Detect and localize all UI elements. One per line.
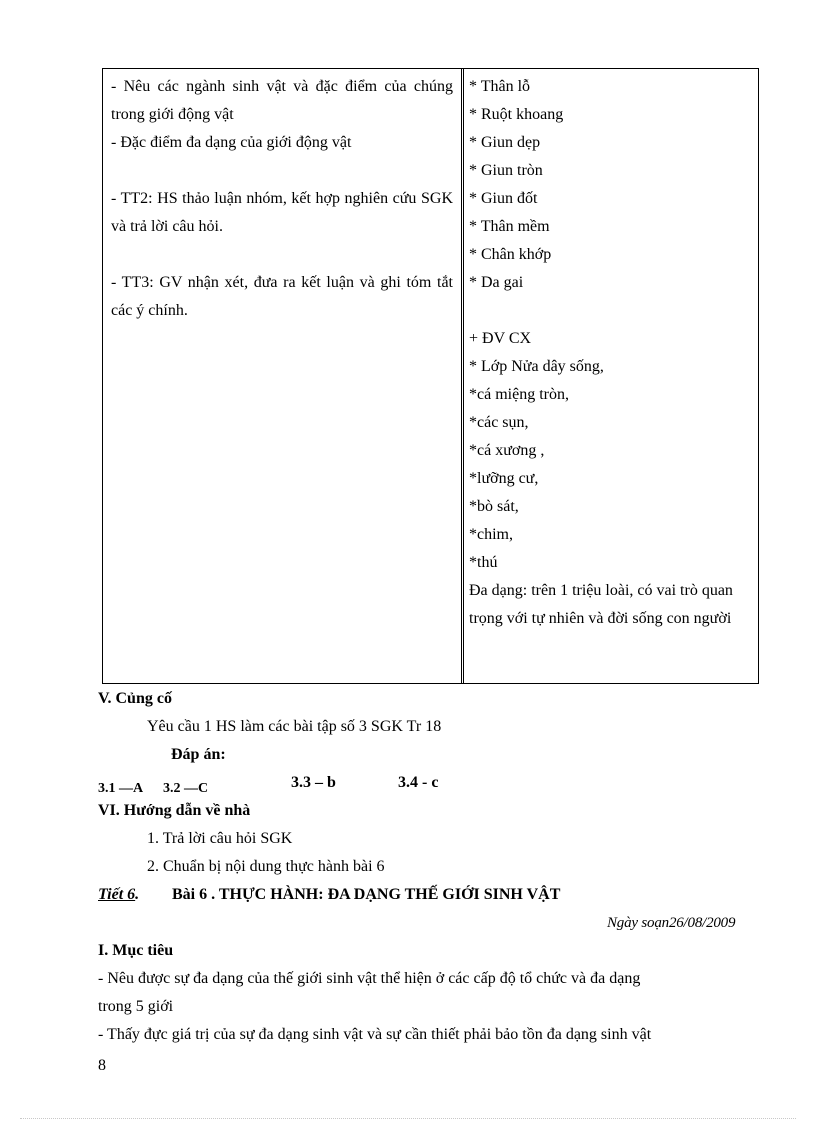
lesson-label-suffix: . — [135, 886, 140, 903]
answer-3-3: 3.3 – b — [291, 774, 336, 791]
blank-line — [111, 241, 453, 269]
blank-line — [111, 157, 453, 185]
column-divider — [461, 69, 464, 683]
objectives-heading: I. Mục tiêu — [98, 942, 174, 959]
right-line: *chim, — [469, 526, 513, 543]
right-line: * Giun dẹp — [469, 134, 541, 151]
left-line: - TT2: HS thảo luận nhóm, kết hợp nghiên cứu SGK và trả lời câu hỏi. — [111, 190, 453, 235]
page-bottom-divider — [20, 1118, 796, 1119]
prepared-date: Ngày soạn26/08/2009 — [607, 915, 736, 931]
right-line: * Lớp Nửa dây sống, — [469, 358, 604, 375]
answer-3-4: 3.4 - c — [398, 774, 439, 791]
lesson-label: Tiết 6 — [98, 886, 136, 903]
answer-label: Đáp án: — [171, 746, 226, 763]
right-line: *bò sát, — [469, 498, 519, 515]
right-line: + ĐV CX — [469, 330, 532, 347]
content-table — [102, 68, 759, 684]
right-line: * Da gai — [469, 274, 524, 291]
left-line: - Đặc điểm đa dạng của giới động vật — [111, 134, 352, 151]
right-line: *thú — [469, 554, 498, 571]
homework-item: 1. Trả lời câu hỏi SGK — [147, 830, 293, 847]
section-6-heading: VI. Hướng dẫn về nhà — [98, 802, 251, 819]
section-5-text: Yêu cầu 1 HS làm các bài tập số 3 SGK Tr 18 — [147, 718, 442, 735]
objectives-line: - Nêu được sự đa dạng của thế giới sinh vật thể hiện ở các cấp độ tổ chức và đa dạng — [98, 970, 641, 987]
table-left-cell — [111, 73, 453, 325]
section-5-heading: V. Củng cố — [98, 690, 172, 707]
lesson-title: Bài 6 . THỰC HÀNH: ĐA DẠNG THẾ GIỚI SINH VẬT — [172, 886, 561, 903]
right-line: * Thân mềm — [469, 218, 550, 235]
right-line: *cá miệng tròn, — [469, 386, 569, 403]
homework-item: 2. Chuẩn bị nội dung thực hành bài 6 — [147, 858, 385, 875]
right-line: *lưỡng cư, — [469, 470, 539, 487]
right-line: * Chân khớp — [469, 246, 552, 263]
left-line: - TT3: GV nhận xét, đưa ra kết luận và ghi tóm tắt các ý chính. — [111, 274, 453, 319]
left-line: - Nêu các ngành sinh vật và đặc điểm của chúng trong giới động vật — [111, 78, 453, 123]
objectives-line: - Thấy đực giá trị của sự đa dạng sinh vật và sự cần thiết phải bảo tồn đa dạng sinh vật — [98, 1026, 652, 1043]
right-line: * Giun đốt — [469, 190, 538, 207]
right-line: *cá xương , — [469, 442, 545, 459]
right-line: * Ruột khoang — [469, 106, 564, 123]
right-line: * Giun tròn — [469, 162, 543, 179]
answer-3-1: 3.1 —A — [98, 781, 144, 796]
right-line: *các sụn, — [469, 414, 529, 431]
answer-3-2: 3.2 —C — [163, 781, 209, 796]
right-line: Đa dạng: trên 1 triệu loài, có vai trò quan trọng với tự nhiên và đời sống con người — [469, 582, 733, 627]
right-line: * Thân lỗ — [469, 78, 531, 95]
lesson-label-wrap — [98, 886, 139, 904]
table-right-cell — [469, 73, 753, 633]
objectives-line: trong 5 giới — [98, 998, 174, 1015]
page-number: 8 — [98, 1057, 106, 1074]
blank-line — [469, 297, 753, 325]
